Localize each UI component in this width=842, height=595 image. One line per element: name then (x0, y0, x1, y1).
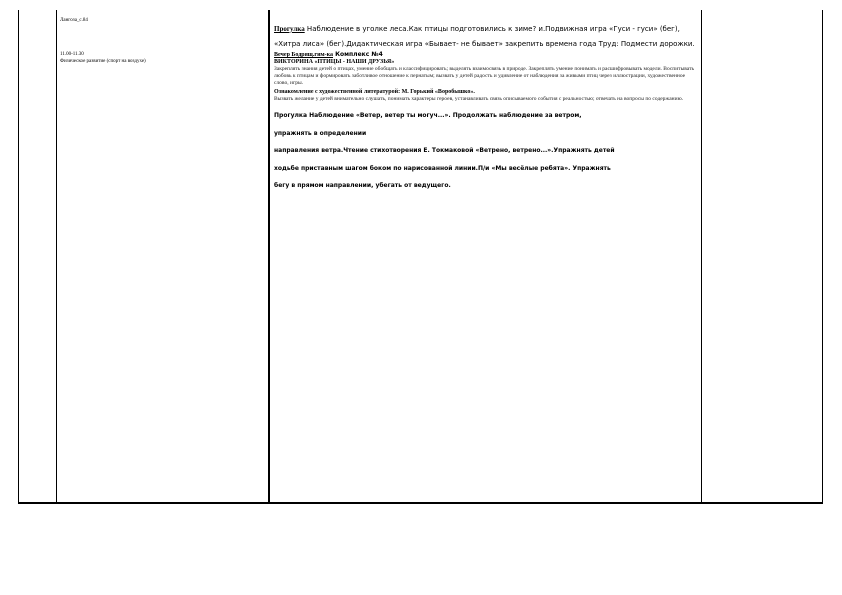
walk-label: Прогулка (274, 25, 305, 33)
column-divider-2 (268, 10, 270, 504)
schedule-cell (60, 17, 265, 65)
quiz-title: ВИКТОРИНА «ПТИЦЫ - НАШИ ДРУЗЬЯ» (274, 59, 395, 65)
table-bottom-border (18, 502, 823, 504)
evening-label: Вечер Бодрящ.гим-ка (274, 52, 334, 58)
walk2-line: Прогулка Наблюдение «Ветер, ветер ты могуч...». Продолжать наблюдение за ветром, (274, 112, 582, 119)
activity-time: 11.00-11.30 (60, 52, 84, 57)
table-left-border (18, 10, 19, 504)
literature-text: Вызвать желание у детей внимательно слушать, понимать характеры героев, устанавливать связь описываемого события с реальностью; отвечать на вопросы по содержанию. (274, 96, 684, 102)
quiz-text: Закреплять знания детей о птицах, умение обобщать и классифицировать; выделять взаимосвязь в природе. Закреплять умение понимать и расшифровывать модели. Воспитывать любовь к птицам и формировать заботливое отношение к пернатым; вызвать у детей радость и удивление от наблюдения за живыми птиц через иллюстрации, художественное слово, игры. (274, 66, 695, 86)
walk2-line: упражнять в определении (274, 129, 367, 137)
column-divider-3 (701, 10, 702, 504)
walk2-line: ходьбе приставным шагом боком по нарисованной линии.П/и «Мы весёлые ребята». Упражнять (274, 164, 611, 172)
table-right-border (822, 10, 823, 504)
walk-paragraph (274, 22, 698, 52)
evening-line (274, 51, 698, 59)
walk2-line: бегу в прямом направлении, убегать от ведущего. (274, 182, 451, 189)
plan-cell (274, 22, 698, 195)
page-reference: Лангоза_с.84 (60, 18, 88, 23)
column-divider-1 (56, 10, 57, 504)
walk2-block (274, 107, 698, 195)
complex-label: Комплекс №4 (333, 51, 383, 58)
walk-text: Наблюдение в уголке леса.Как птицы подготовились к зиме? и.Подвижная игра «Гуси - гуси» (бег), «Хитра лиса» (бег).Дидактическая игра «Бывает- не бывает» закрепить времена года Труд: Подмести дорожки. (274, 25, 695, 48)
literature-title: Ознакомление с художественной литературой: М. Горький «Воробышко». (274, 89, 475, 95)
walk2-line: направления ветра.Чтение стихотворения Е. Токмаковой «Ветрено, ветрено...».Упражнять детей (274, 147, 615, 154)
activity-name: Физическое развитие (спорт на воздухе) (60, 59, 146, 64)
